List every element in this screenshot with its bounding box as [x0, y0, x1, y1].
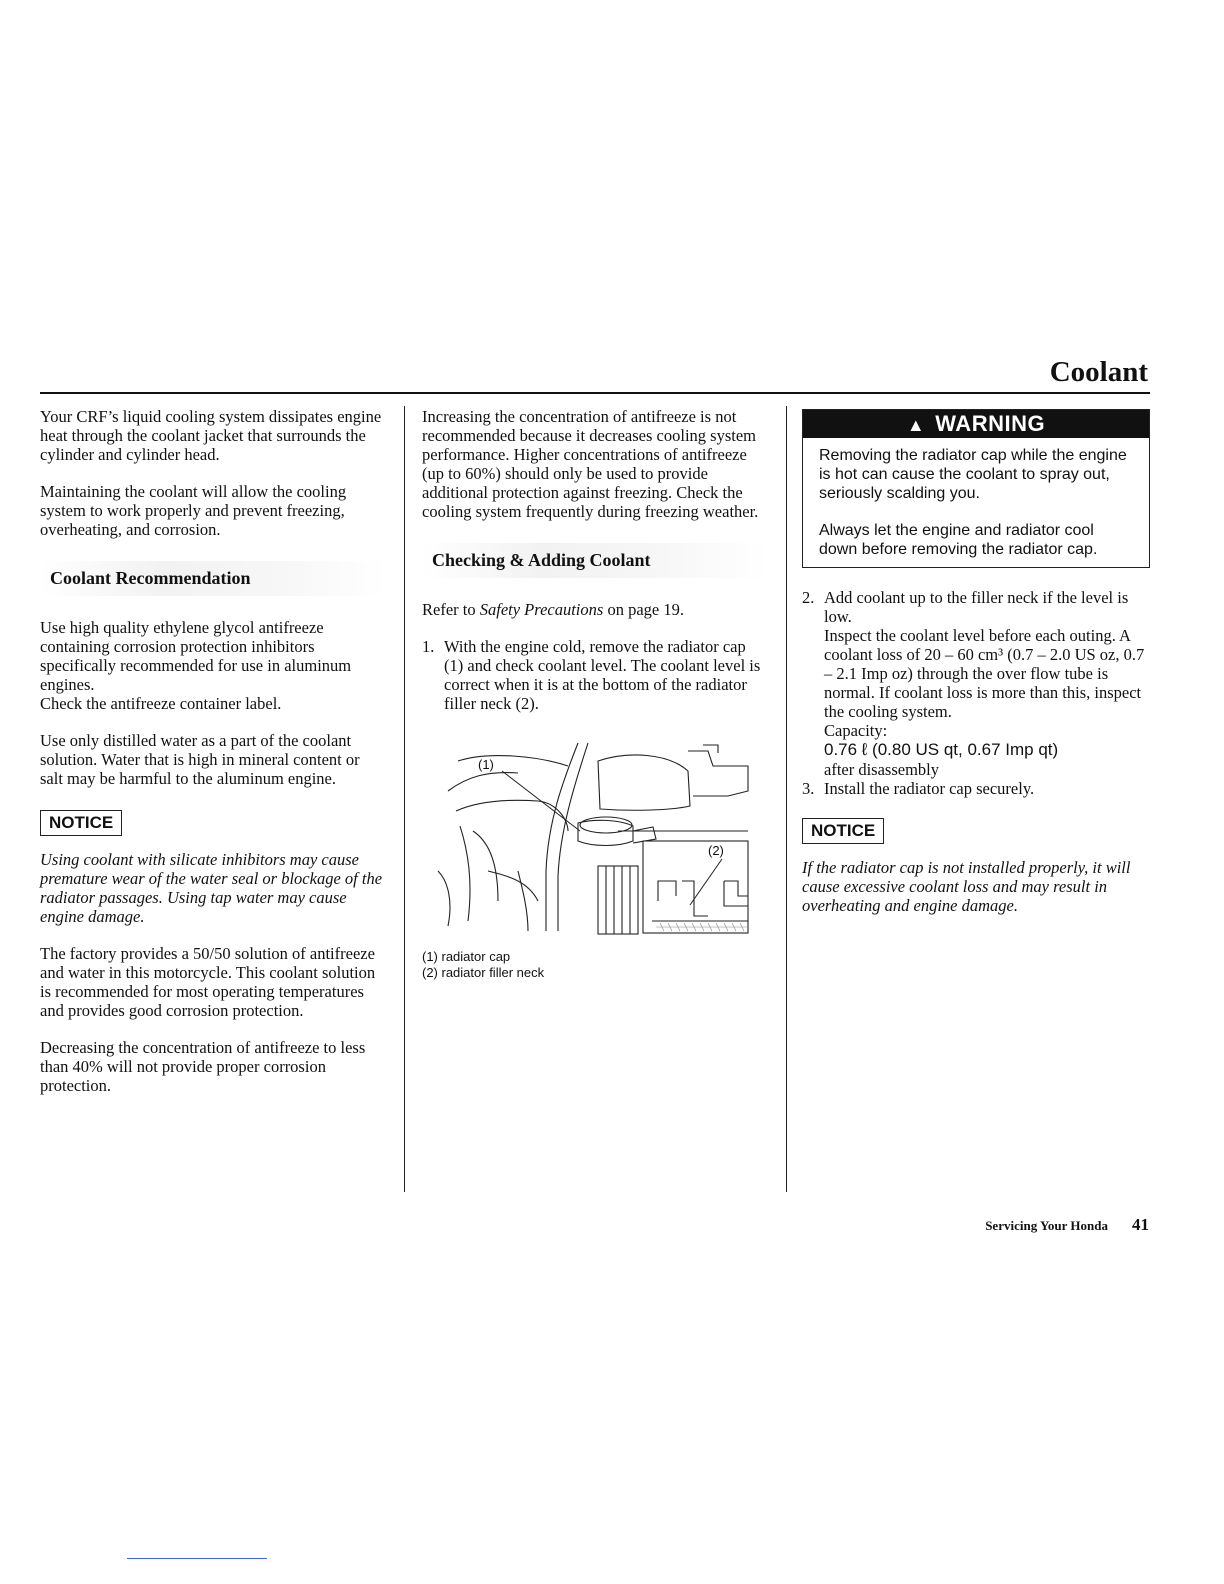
- bottom-rule: [127, 1558, 267, 1559]
- capacity-label: Capacity:: [824, 721, 888, 740]
- warning-title: WARNING: [935, 411, 1046, 436]
- column-divider-2: [786, 406, 787, 1192]
- column-3: [802, 409, 1150, 915]
- refer-prefix: Refer to: [422, 600, 480, 619]
- step-3: [802, 779, 1150, 798]
- step-2: [802, 588, 1150, 779]
- page-title: Coolant: [1049, 356, 1148, 388]
- figure-caption-1: (1) radiator cap: [422, 949, 511, 964]
- radiator-diagram-svg: [428, 731, 758, 941]
- step-3-number: 3.: [802, 779, 815, 798]
- column-1: [40, 407, 386, 1113]
- recommendation-check-label: Check the antifreeze container label.: [40, 694, 282, 713]
- notice-text-2: If the radiator cap is not installed properly, it will cause excessive coolant loss and may result in overheating and engine damage.: [802, 858, 1131, 915]
- safety-precautions-link[interactable]: Safety Precautions: [479, 600, 604, 619]
- section-heading-coolant-recommendation: Coolant Recommendation: [40, 561, 386, 596]
- column-2: [422, 407, 768, 981]
- section-heading-checking-adding: Checking & Adding Coolant: [422, 543, 768, 578]
- warning-triangle-icon: ▲: [906, 415, 926, 435]
- notice-text: Using coolant with silicate inhibitors may cause premature wear of the water seal or blockage of the radiator passages. Using tap water may cause engine damage.: [40, 850, 383, 926]
- recommendation-paragraph: Use high quality ethylene glycol antifreeze containing corrosion protection inhibitors specifically recommended for use in aluminum engines.: [40, 618, 352, 694]
- capacity-value: 0.76 ℓ (0.80 US qt, 0.67 Imp qt): [824, 740, 1059, 759]
- capacity-note: after disassembly: [824, 760, 940, 779]
- warning-header: [803, 410, 1149, 438]
- warning-box: [802, 409, 1150, 568]
- factory-solution-paragraph: The factory provides a 50/50 solution of antifreeze and water in this motorcycle. This coolant solution is recommended for most operating temperatures and provides good corrosion protection.: [40, 944, 376, 1020]
- step-2-line-2: Inspect the coolant level before each outing. A coolant loss of 20 – 60 cm³ (0.7 – 2.0 US oz, 0.7 – 2.1 Imp oz) through the over flow tube is normal. If coolant loss is more than this, inspect the cooling system.: [824, 626, 1145, 721]
- warning-body: [803, 438, 1149, 567]
- column-divider-1: [404, 406, 405, 1192]
- notice-badge: NOTICE: [40, 810, 122, 836]
- distilled-water-paragraph: Use only distilled water as a part of the coolant solution. Water that is high in mineral content or salt may be harmful to the aluminum engine.: [40, 731, 360, 788]
- figure-callout-1: (1): [478, 757, 494, 772]
- footer-section-title: Servicing Your Honda: [985, 1218, 1108, 1233]
- radiator-illustration: [428, 731, 758, 941]
- step-1-text: With the engine cold, remove the radiator cap (1) and check coolant level. The coolant level is correct when it is at the bottom of the radiator filler neck (2).: [444, 637, 761, 713]
- notice-badge-2: NOTICE: [802, 818, 884, 844]
- warning-paragraph-2: Always let the engine and radiator cool down before removing the radiator cap.: [819, 522, 1098, 558]
- figure-caption-2: (2) radiator filler neck: [422, 965, 545, 980]
- concentration-paragraph: Decreasing the concentration of antifreeze to less than 40% will not provide proper corrosion protection.: [40, 1038, 366, 1095]
- step-2-line-1: Add coolant up to the filler neck if the level is low.: [824, 588, 1129, 626]
- intro-paragraph-2: Maintaining the coolant will allow the cooling system to work properly and prevent freezing, overheating, and corrosion.: [40, 482, 347, 539]
- figure-callout-2: (2): [708, 843, 724, 858]
- increasing-concentration-paragraph: Increasing the concentration of antifreeze is not recommended because it decreases cooling system performance. Higher concentrations of antifreeze (up to 60%) should only be used to provide additional protection against freezing. Check the cooling system frequently during freezing weather.: [422, 407, 759, 521]
- intro-paragraph-1: Your CRF’s liquid cooling system dissipates engine heat through the coolant jacket that surrounds the cylinder and cylinder head.: [40, 407, 382, 464]
- step-1: [422, 637, 768, 713]
- page-footer: [985, 1215, 1149, 1235]
- refer-paragraph: [422, 600, 768, 619]
- step-2-number: 2.: [802, 588, 815, 607]
- title-rule: [40, 392, 1150, 394]
- step-3-text: Install the radiator cap securely.: [824, 779, 1035, 798]
- page-number: 41: [1132, 1215, 1149, 1234]
- refer-suffix: on page 19.: [603, 600, 684, 619]
- warning-paragraph-1: Removing the radiator cap while the engine is hot can cause the coolant to spray out, seriously scalding you.: [819, 447, 1127, 502]
- step-1-number: 1.: [422, 637, 435, 656]
